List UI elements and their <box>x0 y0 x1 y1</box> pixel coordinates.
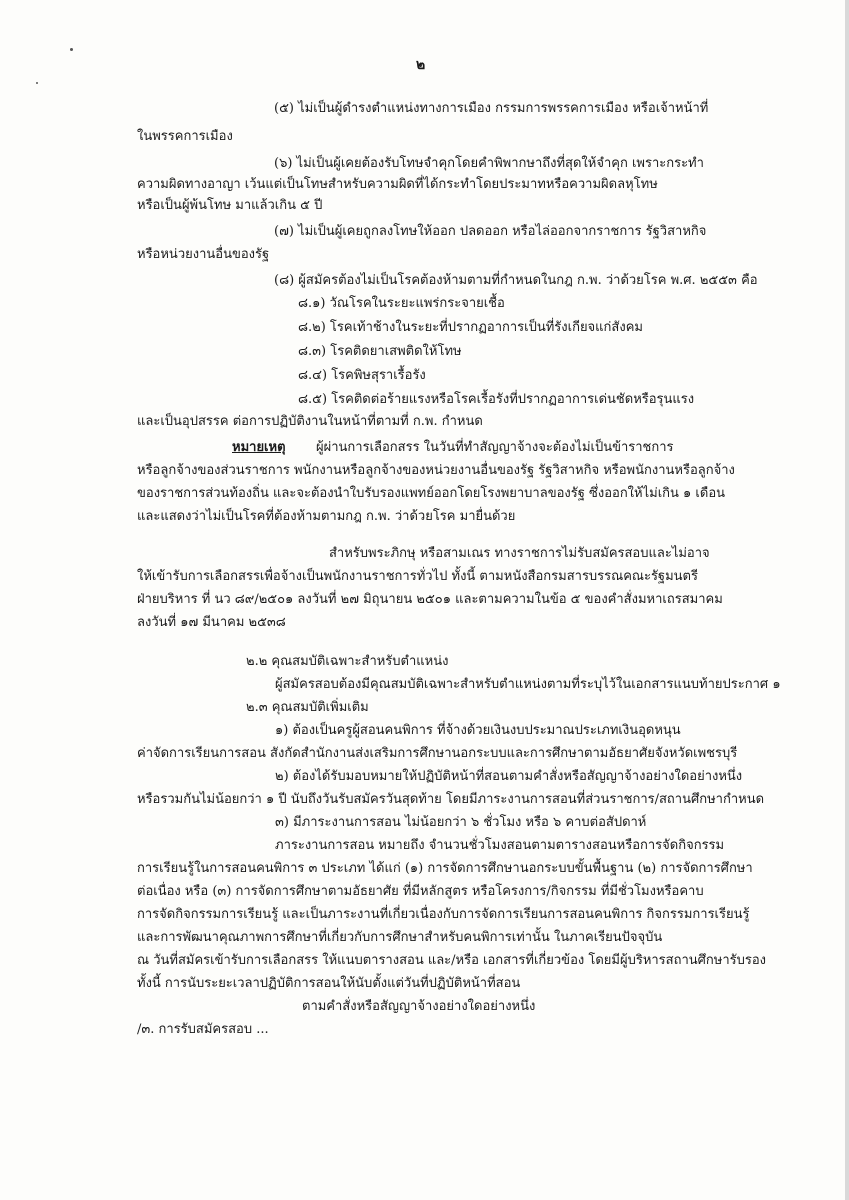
text-line: สำหรับพระภิกษุ หรือสามเณร ทางราชการไม่รับสมัครสอบและไม่อาจ <box>329 546 710 561</box>
text-line: ฝ่ายบริหาร ที่ นว ๘๙/๒๕๐๑ ลงวันที่ ๒๗ มิถุนายน ๒๕๐๑ และตามความในข้อ ๕ ของคำสั่งมหาเถรสมาคม <box>137 592 723 607</box>
list-item: ๘.๑) วัณโรคในระยะแพร่กระจายเชื้อ <box>298 296 505 311</box>
text-line: ในพรรคการเมือง <box>137 129 233 144</box>
text-line: ลงวันที่ ๑๗ มีนาคม ๒๕๓๘ <box>137 615 286 630</box>
text-line: หรือเป็นผู้พ้นโทษ มาแล้วเกิน ๕ ปี <box>137 198 323 213</box>
text-line: ทั้งนี้ การนับระยะเวลาปฏิบัติการสอนให้นับตั้งแต่วันที่ปฏิบัติหน้าที่สอน <box>137 976 521 991</box>
text-line: (๖) ไม่เป็นผู้เคยต้องรับโทษจำคุกโดยคำพิพากษาถึงที่สุดให้จำคุก เพราะกระทำ <box>274 156 704 171</box>
text-line: ตามคำสั่งหรือสัญญาจ้างอย่างใดอย่างหนึ่ง <box>302 999 536 1014</box>
text-line: และแสดงว่าไม่เป็นโรคที่ต้องห้ามตามกฎ ก.พ. ว่าด้วยโรค มายื่นด้วย <box>137 509 516 524</box>
text-line: ๑) ต้องเป็นครูผู้สอนคนพิการ ที่จ้างด้วยเงินงบประมาณประเภทเงินอุดหนุน <box>275 723 681 738</box>
text-line: ของราชการส่วนท้องถิ่น และจะต้องนำใบรับรองแพทย์ออกโดยโรงพยาบาลของรัฐ ซึ่งออกให้ไม่เกิน ๑ เดือน <box>137 486 726 501</box>
text-line: หรือรวมกันไม่น้อยกว่า ๑ ปี นับถึงวันรับสมัครวันสุดท้าย โดยมีภาระงานการสอนที่ส่วนราชการ/สถานศึกษากำหนด <box>137 792 765 807</box>
text-line: การจัดกิจกรรมการเรียนรู้ และเป็นภาระงานที่เกี่ยวเนื่องกับการจัดการเรียนการสอนคนพิการ กิจกรรมการเรียนรู้ <box>137 907 750 922</box>
text-line: ณ วันที่สมัครเข้ารับการเลือกสรร ให้แนบตารางสอน และ/หรือ เอกสารที่เกี่ยวข้อง โดยมีผู้บริหารสถานศึกษารับรอง <box>137 953 767 968</box>
list-item: ๘.๒) โรคเท้าช้างในระยะที่ปรากฏอาการเป็นที่รังเกียจแก่สังคม <box>298 320 643 335</box>
text-line: ผู้ผ่านการเลือกสรร ในวันที่ทำสัญญาจ้างจะต้องไม่เป็นข้าราชการ <box>316 440 674 455</box>
text-line: (๘) ผู้สมัครต้องไม่เป็นโรคต้องห้ามตามที่กำหนดในกฎ ก.พ. ว่าด้วยโรค พ.ศ. ๒๕๕๓ คือ <box>274 273 758 288</box>
section-heading: ๒.๒ คุณสมบัติเฉพาะสำหรับตำแหน่ง <box>246 654 449 669</box>
text-line: หรือลูกจ้างของส่วนราชการ พนักงานหรือลูกจ้างของหน่วยงานอื่นของรัฐ รัฐวิสาหกิจ หรือพนักงานหรือลูกจ้าง <box>137 463 735 478</box>
text-line: ความผิดทางอาญา เว้นแต่เป็นโทษสำหรับความผิดที่ได้กระทำโดยประมาทหรือความผิดลหุโทษ <box>137 177 658 192</box>
page-edge-shadow <box>845 0 849 1200</box>
text-line: ค่าจัดการเรียนการสอน สังกัดสำนักงานส่งเสริมการศึกษานอกระบบและการศึกษาตามอัธยาศัยจังหวัดเพชรบุรี <box>137 746 738 761</box>
text-line: ๓) มีภาระงานการสอน ไม่น้อยกว่า ๖ ชั่วโมง หรือ ๖ คาบต่อสัปดาห์ <box>275 815 647 830</box>
list-item: ๘.๔) โรคพิษสุราเรื้อรัง <box>298 368 426 383</box>
text-line: ภาระงานการสอน หมายถึง จำนวนชั่วโมงสอนตามตารางสอนหรือการจัดกิจกรรม <box>275 838 725 853</box>
text-line: และเป็นอุปสรรค ต่อการปฏิบัติงานในหน้าที่ตามที่ ก.พ. กำหนด <box>137 414 483 429</box>
text-line: และการพัฒนาคุณภาพการศึกษาที่เกี่ยวกับการศึกษาสำหรับคนพิการเท่านั้น ในภาคเรียนปัจจุบัน <box>137 930 663 945</box>
text-line: /๓. การรับสมัครสอบ ... <box>137 1022 269 1037</box>
list-item: ๘.๕) โรคติดต่อร้ายแรงหรือโรคเรื้อรังที่ปรากฏอาการเด่นชัดหรือรุนแรง <box>298 392 695 407</box>
text-line: ๒) ต้องได้รับมอบหมายให้ปฏิบัติหน้าที่สอนตามคำสั่งหรือสัญญาจ้างอย่างใดอย่างหนึ่ง <box>275 769 743 784</box>
text-line: การเรียนรู้ในการสอนคนพิการ ๓ ประเภท ได้แก่ (๑) การจัดการศึกษานอกระบบขั้นพื้นฐาน (๒) การจัดการศึกษา <box>137 861 753 876</box>
section-heading: ๒.๓ คุณสมบัติเพิ่มเติม <box>246 700 369 715</box>
text-line: (๕) ไม่เป็นผู้ดำรงตำแหน่งทางการเมือง กรรมการพรรคการเมือง หรือเจ้าหน้าที่ <box>274 101 709 116</box>
scan-speck <box>70 48 73 51</box>
text-line: ผู้สมัครสอบต้องมีคุณสมบัติเฉพาะสำหรับตำแหน่งตามที่ระบุไว้ในเอกสารแนบท้ายประกาศ ๑ <box>275 677 781 692</box>
list-item: ๘.๓) โรคติดยาเสพติดให้โทษ <box>298 344 462 359</box>
text-line: ให้เข้ารับการเลือกสรรเพื่อจ้างเป็นพนักงานราชการทั่วไป ทั้งนี้ ตามหนังสือกรมสารบรรณคณะรัฐมนตรี <box>137 569 698 584</box>
page-number: ๒ <box>416 57 426 73</box>
text-line: (๗) ไม่เป็นผู้เคยถูกลงโทษให้ออก ปลดออก หรือไล่ออกจากราชการ รัฐวิสาหกิจ <box>274 224 707 239</box>
note-heading: หมายเหตุ <box>232 440 286 455</box>
scan-speck <box>36 82 38 84</box>
text-line: ต่อเนื่อง หรือ (๓) การจัดการศึกษาตามอัธยาศัย ที่มีหลักสูตร หรือโครงการ/กิจกรรม ที่มีชั่วโมงหรือคาบ <box>137 884 704 899</box>
text-line: หรือหน่วยงานอื่นของรัฐ <box>137 247 270 262</box>
